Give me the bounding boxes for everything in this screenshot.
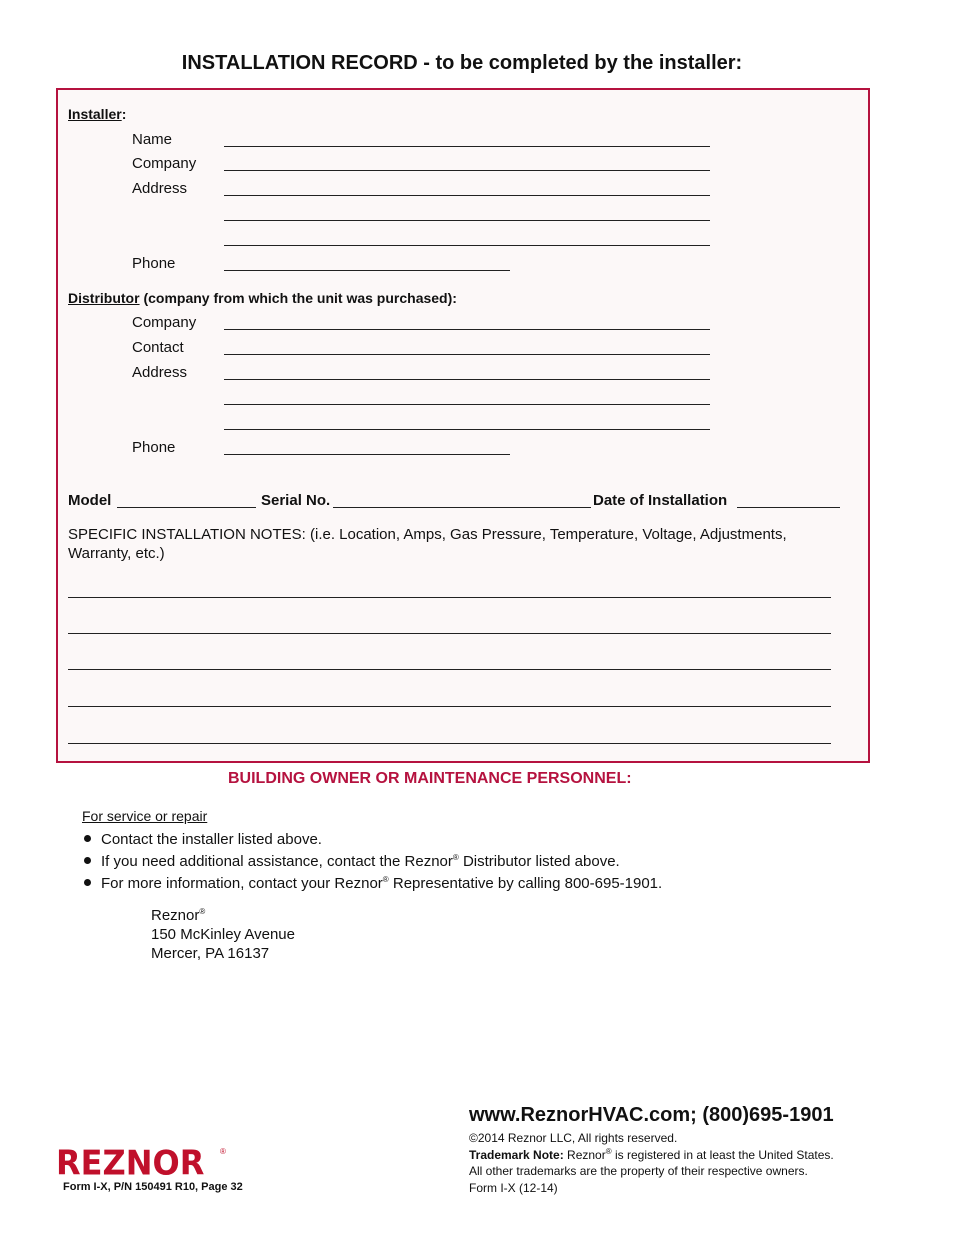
form-code: Form I-X (12-14) — [469, 1181, 558, 1195]
distributor-company-label: Company — [132, 314, 197, 331]
installer-name-label: Name — [132, 131, 173, 148]
reznor-logo: REZNOR — [56, 1143, 205, 1183]
installation-date-field[interactable] — [737, 507, 840, 508]
distributor-heading: Distributor (company from which the unit was purchased): — [68, 290, 457, 306]
address-city: Mercer, PA 16137 — [151, 945, 270, 962]
other-trademarks: All other trademarks are the property of their respective owners. — [469, 1164, 808, 1178]
notes-line-3[interactable] — [68, 669, 831, 670]
model-field[interactable] — [117, 507, 256, 508]
distributor-phone-label: Phone — [132, 439, 176, 456]
serial-field[interactable] — [333, 507, 591, 508]
bullet-item: If you need additional assistance, contact the Reznor® Distributor listed above. — [84, 853, 620, 870]
distributor-company-field[interactable] — [224, 329, 710, 330]
notes-line-2[interactable] — [68, 633, 831, 634]
notes-instructions-line-1: SPECIFIC INSTALLATION NOTES: (i.e. Location, Amps, Gas Pressure, Temperature, Voltage, Adjustments, — [68, 526, 787, 543]
installer-phone-label: Phone — [132, 255, 176, 272]
installer-company-field[interactable] — [224, 170, 710, 171]
installer-address-field-1[interactable] — [224, 195, 710, 196]
installer-name-field[interactable] — [224, 146, 710, 147]
page-title: INSTALLATION RECORD - to be completed by the installer: — [181, 52, 743, 74]
copyright: ©2014 Reznor LLC, All rights reserved. — [469, 1131, 678, 1145]
notes-line-5[interactable] — [68, 743, 831, 744]
installer-company-label: Company — [132, 155, 197, 172]
installation-date-label: Date of Installation — [593, 492, 728, 509]
model-label: Model — [68, 492, 112, 509]
bullet-icon — [84, 835, 91, 842]
installer-address-field-3[interactable] — [224, 245, 710, 246]
installer-address-field-2[interactable] — [224, 220, 710, 221]
notes-line-4[interactable] — [68, 706, 831, 707]
distributor-contact-label: Contact — [132, 339, 184, 356]
website-phone[interactable]: www.ReznorHVAC.com; (800)695-1901 — [469, 1104, 834, 1126]
address-street: 150 McKinley Avenue — [151, 926, 295, 943]
trademark-note: Trademark Note: Reznor® is registered in at least the United States. — [469, 1147, 834, 1162]
distributor-phone-field[interactable] — [224, 454, 510, 455]
bullet-icon — [84, 879, 91, 886]
logo-registered-icon: ® — [220, 1147, 226, 1156]
bullet-item: Contact the installer listed above. — [84, 831, 322, 848]
notes-line-1[interactable] — [68, 597, 831, 598]
form-page-number: Form I-X, P/N 150491 R10, Page 32 — [63, 1181, 243, 1193]
owner-section-heading: BUILDING OWNER OR MAINTENANCE PERSONNEL: — [228, 770, 632, 787]
installer-address-label: Address — [132, 180, 188, 197]
distributor-contact-field[interactable] — [224, 354, 710, 355]
service-label: For service or repair — [82, 808, 208, 824]
serial-label: Serial No. — [261, 492, 331, 509]
bullet-icon — [84, 857, 91, 864]
installer-heading: Installer: — [68, 106, 127, 122]
notes-instructions-line-2: Warranty, etc.) — [68, 545, 165, 562]
distributor-address-field-3[interactable] — [224, 429, 710, 430]
distributor-address-label: Address — [132, 364, 188, 381]
address-company: Reznor® — [151, 907, 206, 924]
distributor-address-field-2[interactable] — [224, 404, 710, 405]
installer-phone-field[interactable] — [224, 270, 510, 271]
distributor-address-field-1[interactable] — [224, 379, 710, 380]
bullet-item: For more information, contact your Reznor® Representative by calling 800-695-1901. — [84, 875, 662, 892]
